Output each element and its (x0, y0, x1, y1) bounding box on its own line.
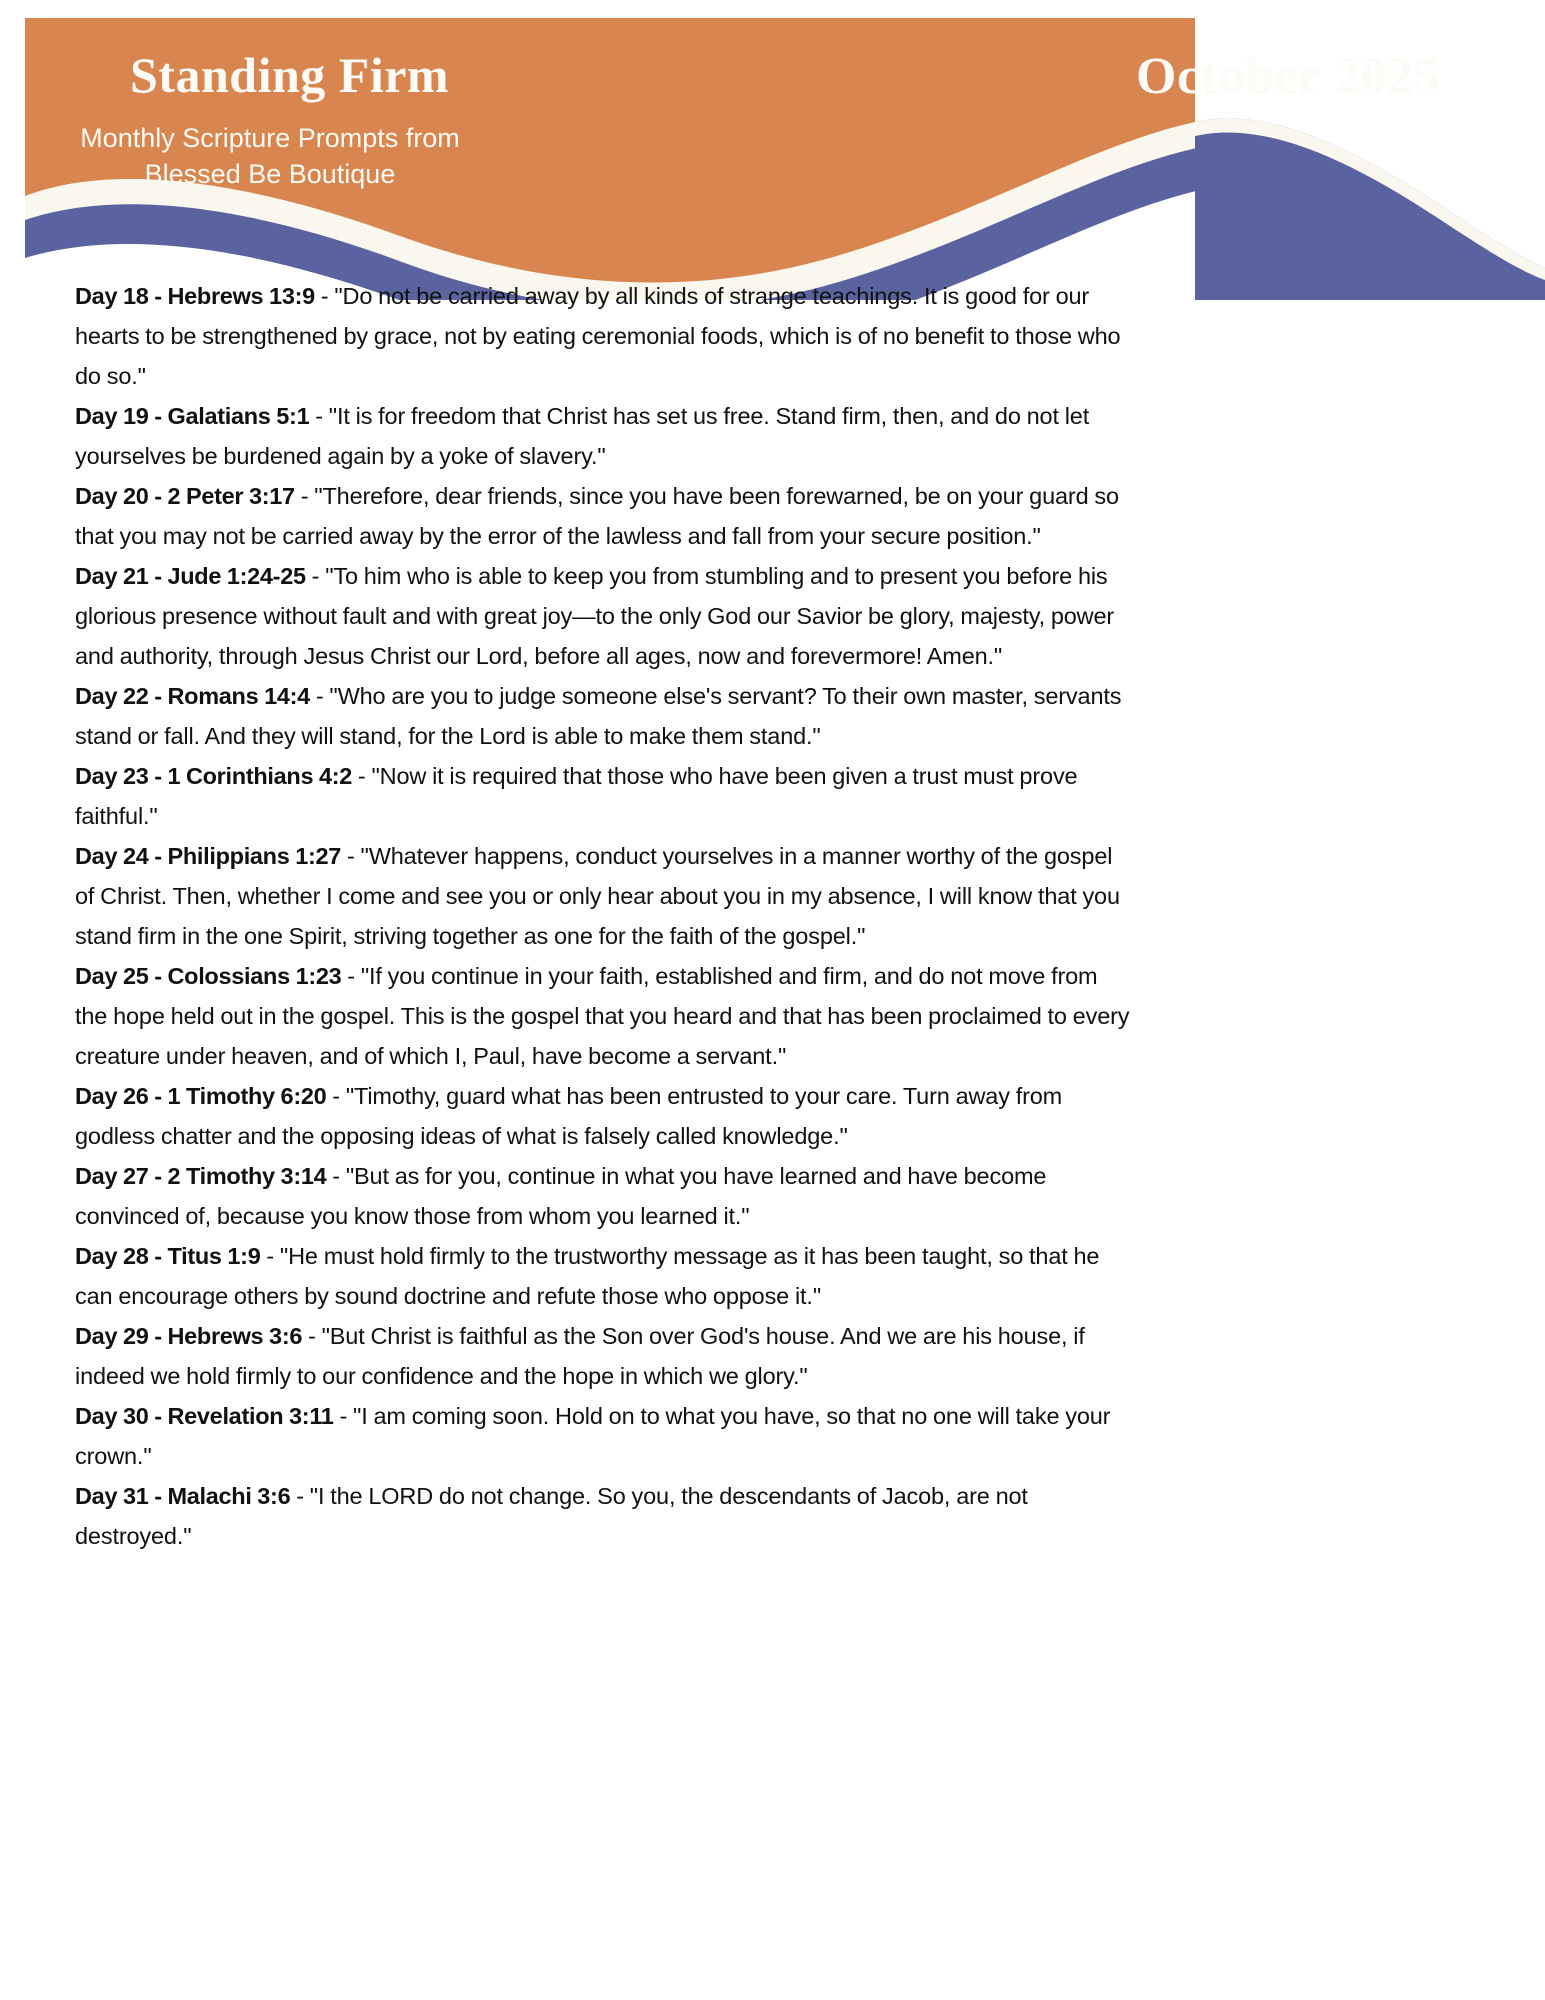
devotional-entry (75, 476, 1135, 556)
devotional-verse-text: "To him who is able to keep you from stumbling and to present you before his glorious presence without fault and with great joy—to the only God our Savior be glory, majesty, power and authority, through Jesus Christ our Lord, before all ages, now and forevermore! Amen." (75, 563, 1115, 669)
devotional-verse-text: "Therefore, dear friends, since you have been forewarned, be on your guard so that you may not be carried away by the error of the lawless and fall from your secure position." (75, 483, 1119, 549)
devotional-separator: - (309, 683, 330, 709)
devotional-list (75, 276, 1135, 1556)
page-subtitle (60, 120, 480, 192)
devotional-reference: Day 27 - 2 Timothy 3:14 (75, 1163, 327, 1189)
devotional-verse-text: "He must hold firmly to the trustworthy message as it has been taught, so that he can encourage others by sound doctrine and refute those who oppose it." (75, 1243, 1100, 1309)
devotional-reference: Day 24 - Philippians 1:27 (75, 843, 342, 869)
devotional-separator: - (314, 283, 335, 309)
devotional-separator: - (309, 403, 329, 429)
subtitle-line-2: Blessed Be Boutique (144, 159, 396, 189)
devotional-separator: - (341, 963, 361, 989)
devotional-reference: Day 23 - 1 Corinthians 4:2 (75, 763, 353, 789)
devotional-reference: Day 18 - Hebrews 13:9 (75, 283, 315, 309)
devotional-separator: - (326, 1163, 346, 1189)
devotional-reference: Day 30 - Revelation 3:11 (75, 1403, 334, 1429)
header-banner (0, 0, 1545, 300)
devotional-entry (75, 396, 1135, 476)
devotional-entry (75, 676, 1135, 756)
devotional-verse-text: "If you continue in your faith, established and firm, and do not move from the hope held out in the gospel. This is the gospel that you heard and that has been proclaimed to every creature under heaven, and of which I, Paul, have become a servant." (75, 963, 1130, 1069)
devotional-reference: Day 26 - 1 Timothy 6:20 (75, 1083, 327, 1109)
devotional-entry (75, 1476, 1135, 1556)
devotional-verse-text: "Timothy, guard what has been entrusted to your care. Turn away from godless chatter and the opposing ideas of what is falsely called knowledge." (75, 1083, 1063, 1149)
devotional-reference: Day 29 - Hebrews 3:6 (75, 1323, 303, 1349)
devotional-verse-text: "I the LORD do not change. So you, the descendants of Jacob, are not destroyed." (75, 1483, 1028, 1549)
devotional-separator: - (341, 843, 361, 869)
devotional-verse-text: "I am coming soon. Hold on to what you have, so that no one will take your crown." (75, 1403, 1111, 1469)
issue-month: October 2025 (1136, 48, 1440, 105)
devotional-reference: Day 22 - Romans 14:4 (75, 683, 310, 709)
devotional-reference: Day 21 - Jude 1:24-25 (75, 563, 306, 589)
devotional-separator: - (333, 1403, 354, 1429)
devotional-separator: - (352, 763, 372, 789)
devotional-reference: Day 19 - Galatians 5:1 (75, 403, 310, 429)
devotional-reference: Day 20 - 2 Peter 3:17 (75, 483, 295, 509)
devotional-verse-text: "But Christ is faithful as the Son over God's house. And we are his house, if indeed we hold firmly to our confidence and the hope in which we glory." (75, 1323, 1085, 1389)
devotional-entry (75, 756, 1135, 836)
devotional-verse-text: "But as for you, continue in what you have learned and have become convinced of, because you know those from whom you learned it." (75, 1163, 1047, 1229)
devotional-entry (75, 1396, 1135, 1476)
devotional-separator: - (290, 1483, 310, 1509)
header-text-layer (0, 0, 1545, 300)
devotional-verse-text: "Now it is required that those who have been given a trust must prove faithful." (75, 763, 1078, 829)
devotional-reference: Day 28 - Titus 1:9 (75, 1243, 261, 1269)
devotional-verse-text: "Who are you to judge someone else's servant? To their own master, servants stand or fall. And they will stand, for the Lord is able to make them stand." (75, 683, 1122, 749)
devotional-entry (75, 1076, 1135, 1156)
subtitle-line-1: Monthly Scripture Prompts from (80, 123, 460, 153)
devotional-separator: - (294, 483, 315, 509)
devotional-entry (75, 1316, 1135, 1396)
devotional-entry (75, 956, 1135, 1076)
devotional-verse-text: "It is for freedom that Christ has set us free. Stand firm, then, and do not let yourselves be burdened again by a yoke of slavery." (75, 403, 1090, 469)
devotional-reference: Day 31 - Malachi 3:6 (75, 1483, 291, 1509)
devotional-entry (75, 276, 1135, 396)
devotional-separator: - (305, 563, 326, 589)
devotional-entry (75, 556, 1135, 676)
devotional-separator: - (326, 1083, 346, 1109)
devotional-entry (75, 836, 1135, 956)
devotional-verse-text: "Do not be carried away by all kinds of strange teachings. It is good for our hearts to be strengthened by grace, not by eating ceremonial foods, which is of no benefit to those who do so." (75, 283, 1121, 389)
devotional-reference: Day 25 - Colossians 1:23 (75, 963, 342, 989)
devotional-entry (75, 1156, 1135, 1236)
devotional-verse-text: "Whatever happens, conduct yourselves in a manner worthy of the gospel of Christ. Then, whether I come and see you or only hear about you in my absence, I will know that you stand firm in the one Spirit, striving together as one for the faith of the gospel." (75, 843, 1120, 949)
devotional-separator: - (260, 1243, 280, 1269)
devotional-entry (75, 1236, 1135, 1316)
devotional-separator: - (302, 1323, 322, 1349)
page-title: Standing Firm (130, 47, 450, 103)
